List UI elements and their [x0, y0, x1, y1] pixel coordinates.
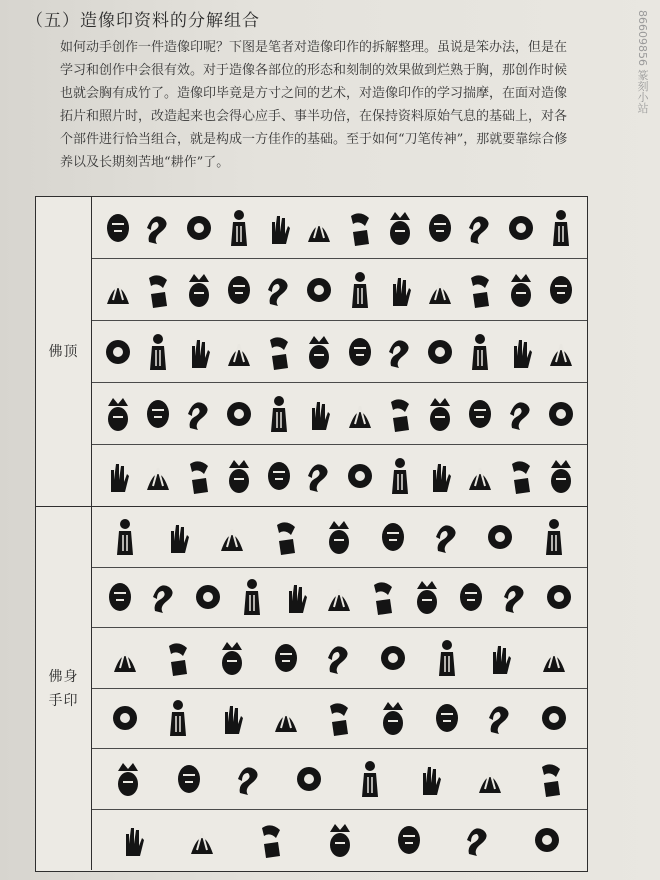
section-title: （五）造像印资料的分解组合	[26, 11, 260, 31]
seal-glyph-image	[103, 332, 133, 372]
seal-glyph-image	[456, 577, 486, 617]
seal-glyph-image	[345, 394, 375, 434]
seal-glyph-image	[385, 332, 415, 372]
seal-glyph-image	[110, 517, 140, 557]
seal-row	[92, 259, 587, 321]
seal-glyph-image	[425, 270, 455, 310]
seal-glyph-image	[103, 456, 133, 496]
seal-glyph-image	[506, 394, 536, 434]
watermark-text: 86609856 篆刻小站	[636, 10, 649, 114]
seal-glyph-image	[425, 456, 455, 496]
seal-row	[92, 197, 587, 259]
seal-glyph-image	[304, 208, 334, 248]
seal-glyph-image	[281, 577, 311, 617]
seal-glyph-image	[224, 456, 254, 496]
seal-row	[92, 689, 587, 750]
seal-glyph-image	[544, 577, 574, 617]
group-label	[36, 507, 92, 870]
seal-row	[92, 568, 587, 629]
group-buddha-body-hands	[36, 507, 587, 870]
seal-glyph-image	[304, 456, 334, 496]
intro-paragraph: 如何动手创作一件造像印呢？下图是笔者对造像印作的拆解整理。虽说是笨办法，但是在学习和创作中会很有效。对于造像各部位的形态和刻制的效果做到烂熟于胸，那创作时候也就会胸有成竹了。造像印毕竟是方寸之间的艺术，对造像印作的学习揣摩，在面对造像拓片和照片时，改造起来也会得心应手、事半功倍，在保持资料原始气息的基础上，对各个部件进行恰当组合，就是构成一方佳作的基础。至于如何“刀笔传神”，那就要靠综合修养以及长期刻苦地“耕作”了。	[60, 40, 568, 170]
seal-glyph-image	[506, 270, 536, 310]
seal-glyph-image	[304, 332, 334, 372]
seal-glyph-image	[415, 759, 445, 799]
seal-glyph-image	[385, 208, 415, 248]
seal-glyph-image	[103, 270, 133, 310]
seal-glyph-image	[324, 577, 354, 617]
seal-glyph-image	[193, 577, 223, 617]
seal-glyph-image	[264, 456, 294, 496]
seal-glyph-image	[304, 270, 334, 310]
seal-glyph-image	[546, 394, 576, 434]
seal-glyph-image	[304, 394, 334, 434]
seal-row	[92, 749, 587, 810]
seal-glyph-image	[143, 394, 173, 434]
group-label-text: 佛身手印	[48, 668, 79, 709]
seal-glyph-image	[546, 456, 576, 496]
seal-glyph-image	[271, 517, 301, 557]
seal-glyph-image	[103, 394, 133, 434]
seal-glyph-image	[355, 759, 385, 799]
seal-glyph-image	[546, 208, 576, 248]
seal-glyph-image	[118, 820, 148, 860]
seal-glyph-image	[143, 208, 173, 248]
seal-glyph-image	[105, 577, 135, 617]
seal-glyph-image	[217, 698, 247, 738]
seal-glyph-image	[264, 208, 294, 248]
seal-glyph-image	[113, 759, 143, 799]
seal-glyph-image	[224, 332, 254, 372]
seal-glyph-image	[378, 517, 408, 557]
seal-glyph-image	[378, 638, 408, 678]
seal-glyph-image	[143, 270, 173, 310]
seal-glyph-image	[506, 456, 536, 496]
group-buddha-head	[36, 197, 587, 507]
seal-glyph-image	[187, 820, 217, 860]
seal-row	[92, 507, 587, 568]
seal-glyph-image	[110, 698, 140, 738]
seal-glyph-image	[465, 456, 495, 496]
seal-glyph-image	[143, 456, 173, 496]
seal-glyph-image	[500, 577, 530, 617]
seal-glyph-image	[485, 698, 515, 738]
seal-glyph-image	[465, 270, 495, 310]
seal-glyph-image	[345, 208, 375, 248]
seal-glyph-image	[432, 517, 462, 557]
seal-glyph-image	[224, 270, 254, 310]
seal-glyph-image	[163, 517, 193, 557]
seal-glyph-image	[539, 638, 569, 678]
seal-glyph-image	[485, 638, 515, 678]
seal-row	[92, 628, 587, 689]
seal-glyph-image	[465, 394, 495, 434]
seal-glyph-image	[465, 332, 495, 372]
seal-row	[92, 321, 587, 383]
seal-glyph-image	[163, 698, 193, 738]
seal-component-table	[35, 196, 588, 872]
seal-glyph-image	[432, 638, 462, 678]
seal-glyph-image	[506, 332, 536, 372]
seal-glyph-image	[271, 698, 301, 738]
seal-glyph-image	[324, 517, 354, 557]
seal-glyph-image	[425, 208, 455, 248]
seal-glyph-image	[425, 394, 455, 434]
seal-glyph-image	[378, 698, 408, 738]
seal-glyph-image	[532, 820, 562, 860]
seal-glyph-image	[264, 394, 294, 434]
seal-glyph-image	[536, 759, 566, 799]
intro-text	[60, 36, 578, 174]
seal-glyph-image	[184, 332, 214, 372]
seal-glyph-image	[425, 332, 455, 372]
seal-glyph-image	[217, 638, 247, 678]
seal-glyph-image	[217, 517, 247, 557]
seal-glyph-image	[539, 698, 569, 738]
seal-glyph-image	[143, 332, 173, 372]
seal-glyph-image	[345, 270, 375, 310]
seal-glyph-image	[546, 332, 576, 372]
seal-glyph-image	[264, 332, 294, 372]
seal-glyph-image	[325, 820, 355, 860]
seal-glyph-image	[345, 332, 375, 372]
seal-glyph-image	[385, 394, 415, 434]
group-rows	[92, 507, 587, 870]
seal-glyph-image	[184, 456, 214, 496]
seal-glyph-image	[368, 577, 398, 617]
seal-row	[92, 445, 587, 507]
seal-glyph-image	[324, 698, 354, 738]
seal-row	[92, 383, 587, 445]
group-rows	[92, 197, 587, 506]
seal-glyph-image	[163, 638, 193, 678]
seal-glyph-image	[103, 208, 133, 248]
seal-glyph-image	[224, 208, 254, 248]
seal-glyph-image	[256, 820, 286, 860]
seal-glyph-image	[345, 456, 375, 496]
seal-glyph-image	[546, 270, 576, 310]
seal-glyph-image	[224, 394, 254, 434]
seal-glyph-image	[234, 759, 264, 799]
seal-glyph-image	[539, 517, 569, 557]
seal-row	[92, 810, 587, 871]
seal-glyph-image	[174, 759, 204, 799]
seal-glyph-image	[432, 698, 462, 738]
seal-glyph-image	[184, 208, 214, 248]
seal-glyph-image	[394, 820, 424, 860]
seal-glyph-image	[506, 208, 536, 248]
group-label: 佛顶	[36, 197, 92, 506]
seal-glyph-image	[294, 759, 324, 799]
seal-glyph-image	[385, 270, 415, 310]
seal-glyph-image	[237, 577, 267, 617]
seal-glyph-image	[149, 577, 179, 617]
seal-glyph-image	[184, 270, 214, 310]
seal-glyph-image	[271, 638, 301, 678]
seal-glyph-image	[110, 638, 140, 678]
seal-glyph-image	[385, 456, 415, 496]
seal-glyph-image	[264, 270, 294, 310]
seal-glyph-image	[324, 638, 354, 678]
seal-glyph-image	[485, 517, 515, 557]
seal-glyph-image	[184, 394, 214, 434]
seal-glyph-image	[475, 759, 505, 799]
seal-glyph-image	[463, 820, 493, 860]
seal-glyph-image	[465, 208, 495, 248]
seal-glyph-image	[412, 577, 442, 617]
